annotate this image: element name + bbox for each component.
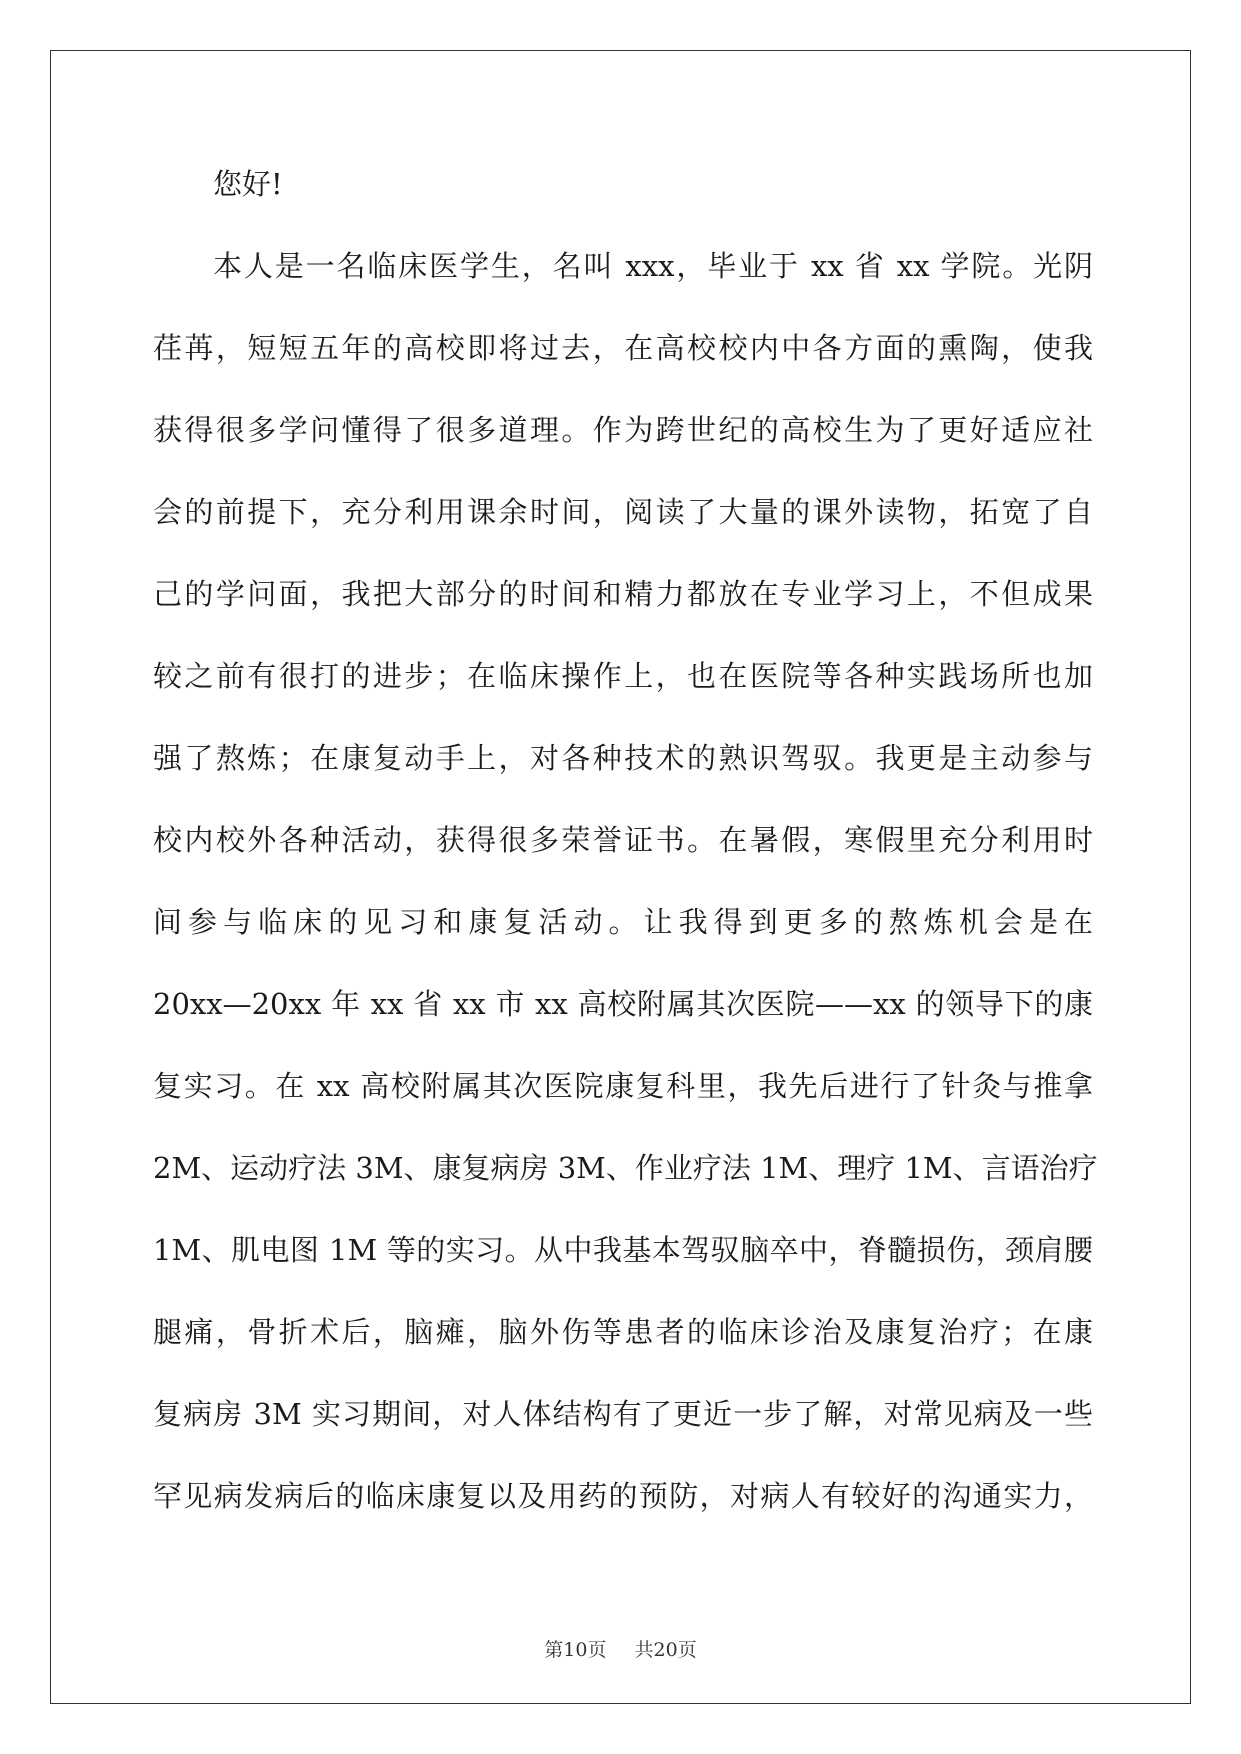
paragraph-line: 较之前有很打的进步；在临床操作上，也在医院等各种实践场所也加 <box>153 659 1093 693</box>
letter-body <box>153 164 1098 1558</box>
paragraph-line: 腿痛，骨折术后，脑瘫，脑外伤等患者的临床诊治及康复治疗；在康 <box>153 1315 1093 1349</box>
page-total: 共20页 <box>634 1639 697 1661</box>
paragraph-line: 复病房 3M 实习期间，对人体结构有了更近一步了解，对常见病及一些 <box>153 1397 1093 1431</box>
greeting: 您好! <box>213 167 283 201</box>
paragraph-line: 间参与临床的见习和康复活动。让我得到更多的熬炼机会是在 <box>153 905 1093 939</box>
page-number: 第10页 <box>544 1639 607 1661</box>
paragraph-line: 强了熬炼；在康复动手上，对各种技术的熟识驾驭。我更是主动参与 <box>153 741 1093 775</box>
paragraph-line: 2M、运动疗法 3M、康复病房 3M、作业疗法 1M、理疗 1M、言语治疗 <box>153 1151 1098 1185</box>
paragraph-line: 校内校外各种活动，获得很多荣誉证书。在暑假，寒假里充分利用时 <box>153 823 1093 857</box>
paragraph-line: 1M、肌电图 1M 等的实习。从中我基本驾驭脑卒中，脊髓损伤，颈肩腰 <box>153 1233 1093 1267</box>
paragraph-line: 荏苒，短短五年的高校即将过去，在高校校内中各方面的熏陶，使我 <box>153 331 1093 365</box>
paragraph-line: 20xx—20xx 年 xx 省 xx 市 xx 高校附属其次医院——xx 的领导下的康 <box>153 987 1093 1021</box>
paragraph-line: 复实习。在 xx 高校附属其次医院康复科里，我先后进行了针灸与推拿 <box>153 1069 1093 1103</box>
page-footer <box>0 1635 1241 1662</box>
paragraph-line: 会的前提下，充分利用课余时间，阅读了大量的课外读物，拓宽了自 <box>153 495 1093 529</box>
paragraph-line: 己的学问面，我把大部分的时间和精力都放在专业学习上，不但成果 <box>153 577 1093 611</box>
paragraph-line: 本人是一名临床医学生，名叫 xxx，毕业于 xx 省 xx 学院。光阴 <box>213 249 1093 283</box>
paragraph-line: 获得很多学问懂得了很多道理。作为跨世纪的高校生为了更好适应社 <box>153 413 1093 447</box>
paragraph-line: 罕见病发病后的临床康复以及用药的预防，对病人有较好的沟通实力， <box>153 1479 1093 1513</box>
